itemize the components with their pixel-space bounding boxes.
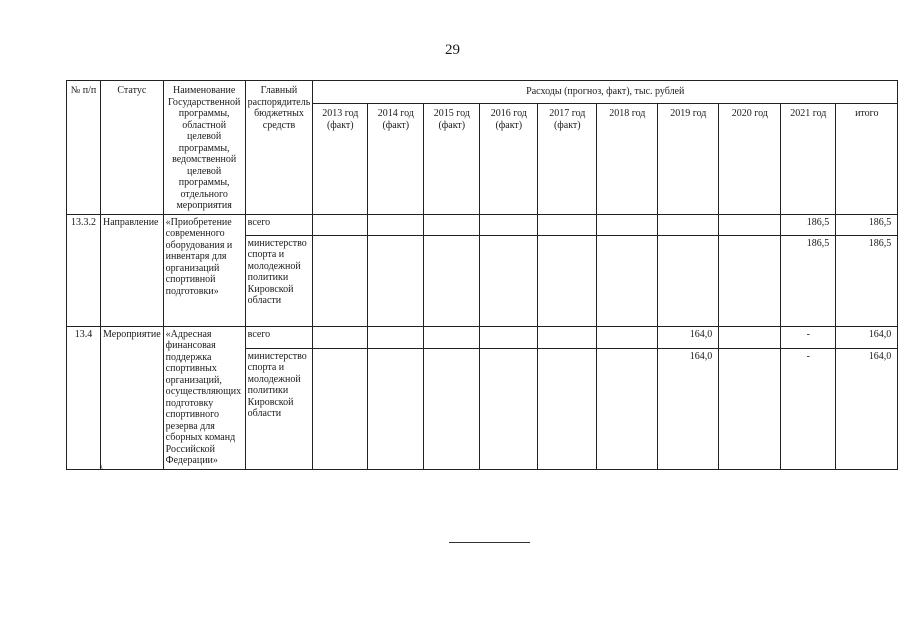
year-header: 2015 год (факт) [424, 104, 480, 215]
value-cell [719, 235, 781, 326]
value-cell: 164,0 [836, 348, 898, 469]
year-header: 2021 год [781, 104, 836, 215]
value-cell [538, 348, 597, 469]
year-header: 2018 год [597, 104, 658, 215]
value-cell: 164,0 [836, 326, 898, 348]
col-header-no: № п/п [67, 81, 101, 215]
col-header-expenses: Расходы (прогноз, факт), тыс. рублей [313, 81, 898, 104]
year-header: 2013 год (факт) [313, 104, 368, 215]
year-header: 2014 год (факт) [368, 104, 424, 215]
table-row [67, 326, 898, 348]
value-cell [597, 235, 658, 326]
value-cell [719, 348, 781, 469]
margin-mark: \ [100, 462, 103, 473]
header-row-top [67, 81, 898, 104]
value-cell [424, 235, 480, 326]
value-cell: - [781, 348, 836, 469]
value-cell [368, 235, 424, 326]
value-cell [313, 326, 368, 348]
value-cell: 164,0 [658, 326, 719, 348]
year-header: 2019 год [658, 104, 719, 215]
value-cell [424, 326, 480, 348]
row-responsible: всего [245, 326, 313, 348]
year-header: итого [836, 104, 898, 215]
year-header: 2020 год [719, 104, 781, 215]
value-cell [368, 348, 424, 469]
row-name: «Приобретение современного оборудования и инвентаря для организаций спортивной подготовки» [163, 214, 245, 326]
value-cell [368, 214, 424, 235]
value-cell: 186,5 [781, 214, 836, 235]
value-cell [658, 214, 719, 235]
row-name: «Адресная финансовая поддержка спортивных организаций, осуществляющих подготовку спортивного резерва для сборных команд Российской Федерации» [163, 326, 245, 469]
value-cell [480, 326, 538, 348]
row-responsible: всего [245, 214, 313, 235]
row-responsible: министерство спорта и молодежной политики Кировской области [245, 348, 313, 469]
value-cell [719, 214, 781, 235]
value-cell [480, 235, 538, 326]
value-cell: 186,5 [781, 235, 836, 326]
value-cell [368, 326, 424, 348]
value-cell: 186,5 [836, 214, 898, 235]
row-number: 13.4 [67, 326, 101, 469]
row-status: Направление [101, 214, 164, 326]
year-header: 2016 год (факт) [480, 104, 538, 215]
value-cell [313, 214, 368, 235]
budget-table [66, 80, 898, 470]
value-cell: - [781, 326, 836, 348]
col-header-name: Наименование Государственной программы, областной целевой программы, ведомственной целевой программы, отдельного мероприятия [163, 81, 245, 215]
col-header-responsible: Главный распорядитель бюджетных средств [245, 81, 313, 215]
value-cell: 164,0 [658, 348, 719, 469]
value-cell [424, 348, 480, 469]
row-status: Мероприятие [101, 326, 164, 469]
value-cell [480, 348, 538, 469]
value-cell [719, 326, 781, 348]
value-cell [313, 235, 368, 326]
value-cell [480, 214, 538, 235]
value-cell [313, 348, 368, 469]
year-header: 2017 год (факт) [538, 104, 597, 215]
value-cell [658, 235, 719, 326]
page-number: 29 [445, 42, 460, 58]
value-cell [597, 348, 658, 469]
value-cell [424, 214, 480, 235]
row-number: 13.3.2 [67, 214, 101, 326]
col-header-status: Статус [101, 81, 164, 215]
table-row [67, 214, 898, 235]
separator-line [449, 542, 530, 543]
row-responsible: министерство спорта и молодежной политики Кировской области [245, 235, 313, 326]
value-cell [597, 214, 658, 235]
value-cell [538, 235, 597, 326]
value-cell: 186,5 [836, 235, 898, 326]
value-cell [538, 326, 597, 348]
value-cell [597, 326, 658, 348]
value-cell [538, 214, 597, 235]
